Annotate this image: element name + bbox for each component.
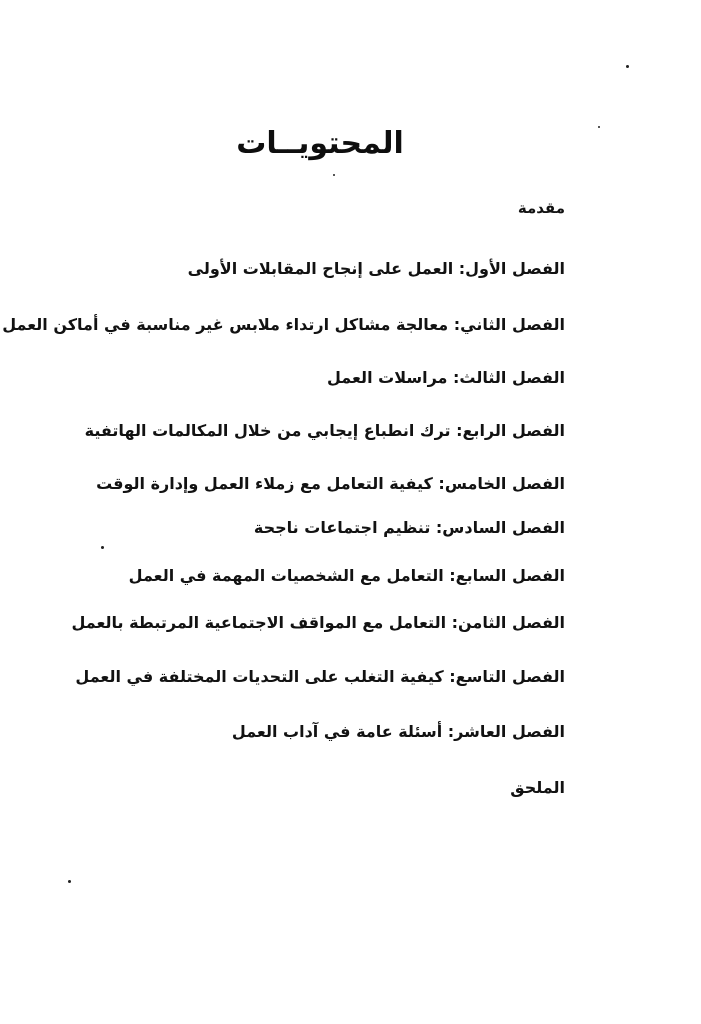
- toc-item-chapter-9: الفصل التاسع: كيفية التغلب على التحديات المختلفة في العمل: [75, 667, 565, 686]
- toc-item-chapter-4: الفصل الرابع: ترك انطباع إيجابي من خلال المكالمات الهاتفية: [84, 421, 565, 440]
- page-title: المحتويــات: [236, 126, 404, 161]
- toc-item-chapter-6: الفصل السادس: تنظيم اجتماعات ناجحة: [253, 518, 565, 537]
- scan-speck: [68, 880, 71, 883]
- toc-item-chapter-1: الفصل الأول: العمل على إنجاح المقابلات الأولى: [187, 259, 565, 278]
- scan-speck: [598, 126, 600, 128]
- toc-item-appendix: الملحق: [510, 778, 565, 797]
- table-of-contents: [2, 0, 565, 1024]
- toc-item-chapter-7: الفصل السابع: التعامل مع الشخصيات المهمة في العمل: [128, 566, 565, 585]
- toc-item-introduction: مقدمة: [517, 199, 565, 217]
- toc-item-chapter-5: الفصل الخامس: كيفية التعامل مع زملاء العمل وإدارة الوقت: [96, 474, 565, 493]
- scan-speck: [626, 65, 629, 68]
- scan-speck: [101, 546, 104, 549]
- scan-speck: [333, 174, 335, 176]
- toc-item-chapter-8: الفصل الثامن: التعامل مع المواقف الاجتماعية المرتبطة بالعمل: [71, 613, 565, 632]
- toc-item-chapter-2: الفصل الثاني: معالجة مشاكل ارتداء ملابس غير مناسبة في أماكن العمل: [2, 315, 565, 334]
- toc-item-chapter-3: الفصل الثالث: مراسلات العمل: [327, 368, 565, 387]
- toc-item-chapter-10: الفصل العاشر: أسئلة عامة في آداب العمل: [231, 722, 565, 741]
